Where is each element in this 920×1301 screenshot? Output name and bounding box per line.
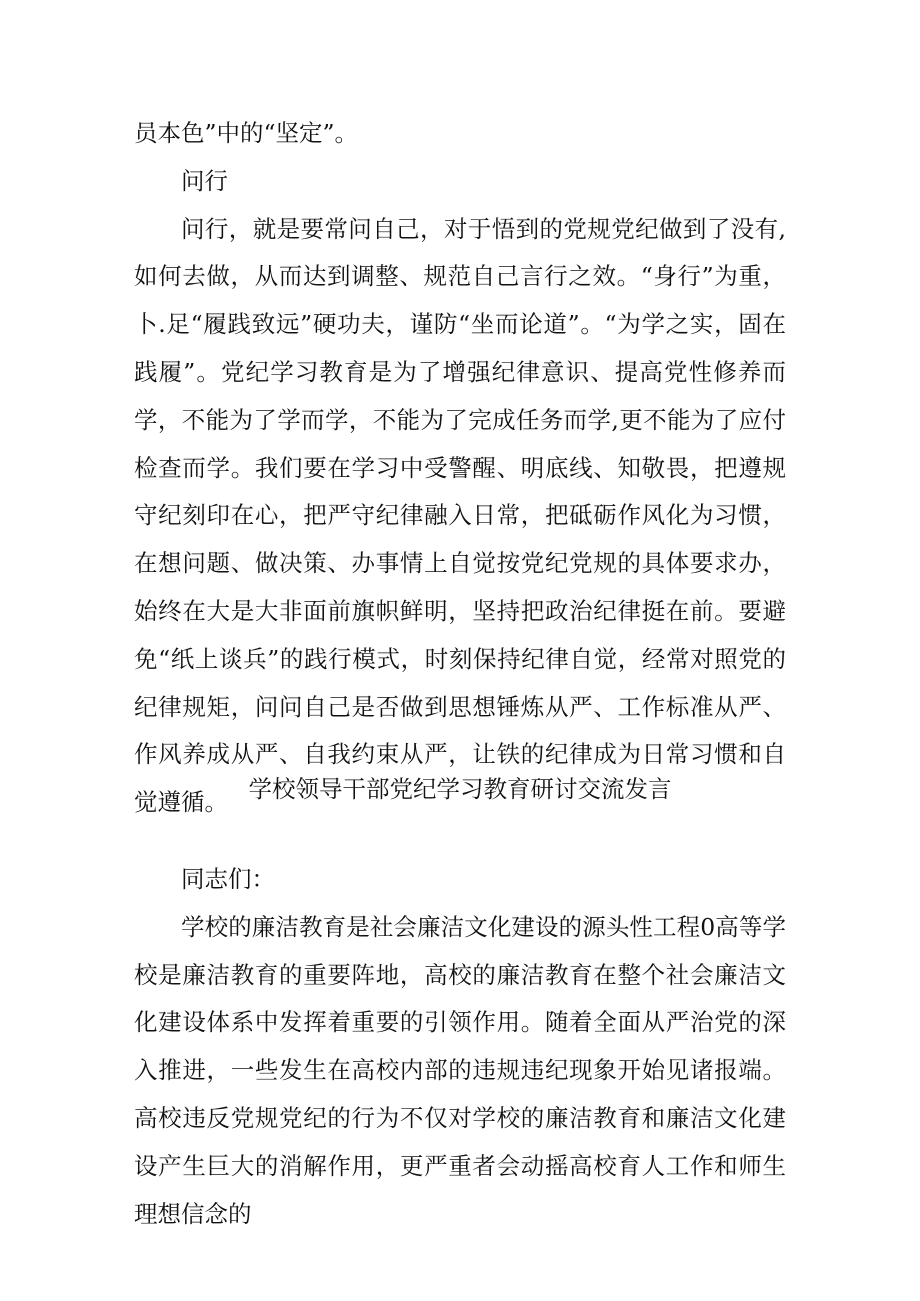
section-2 [134, 856, 786, 1238]
continuation-line: 员本色”中的“坚定”。 [134, 119, 359, 147]
section-1 [134, 110, 786, 827]
salutation: 同志们： [181, 865, 275, 893]
body-paragraph-intro: 学校的廉洁教育是社会廉洁文化建设的源头性工程0高等学校是廉洁教育的重要阵地，高校的廉洁教育在整个社会廉洁文化建设体系中发挥着重要的引领作用。随着全面从严治党的深入推进，一些发生在高校内部的违规违纪现象开始见诸报端。高校违反党规党纪的行为不仅对学校的廉洁教育和廉洁文化建设产生巨大的消解作用，更严重者会动摇高校育人工作和师生理想信念的 [134, 912, 786, 1228]
speech-title: 学校领导干部党纪学习教育研讨交流发言 [248, 775, 672, 803]
body-paragraph-wenxing: 问行，就是要常问自己，对于悟到的党规党纪做到了没有,如何去做，从而达到调整、规范自己言行之效。“身行”为重，卜.足“履践致远”硬功夫，谨防“坐而论道”。“为学之实，固在践履”。党纪学习教育是为了增强纪律意识、提高党性修养而学，不能为了学而学，不能为了完成任务而学,更不能为了应付检查而学。我们要在学习中受警醒、明底线、知敬畏，把遵规守纪刻印在心，把严守纪律融入日常，把砥砺作风化为习惯，在想问题、做决策、办事情上自觉按党纪党规的具体要求办，始终在大是大非面前旗帜鲜明，坚持把政治纪律挺在前。要避免“纸上谈兵”的践行模式，时刻保持纪律自觉，经常对照党的纪律规矩，问问自己是否做到思想锤炼从严、工作标准从严、作风养成从严、自我约束从严，让铁的纪律成为日常习惯和自觉遵循。 [134, 214, 786, 817]
section-heading-wenxing: 问行 [181, 166, 228, 195]
